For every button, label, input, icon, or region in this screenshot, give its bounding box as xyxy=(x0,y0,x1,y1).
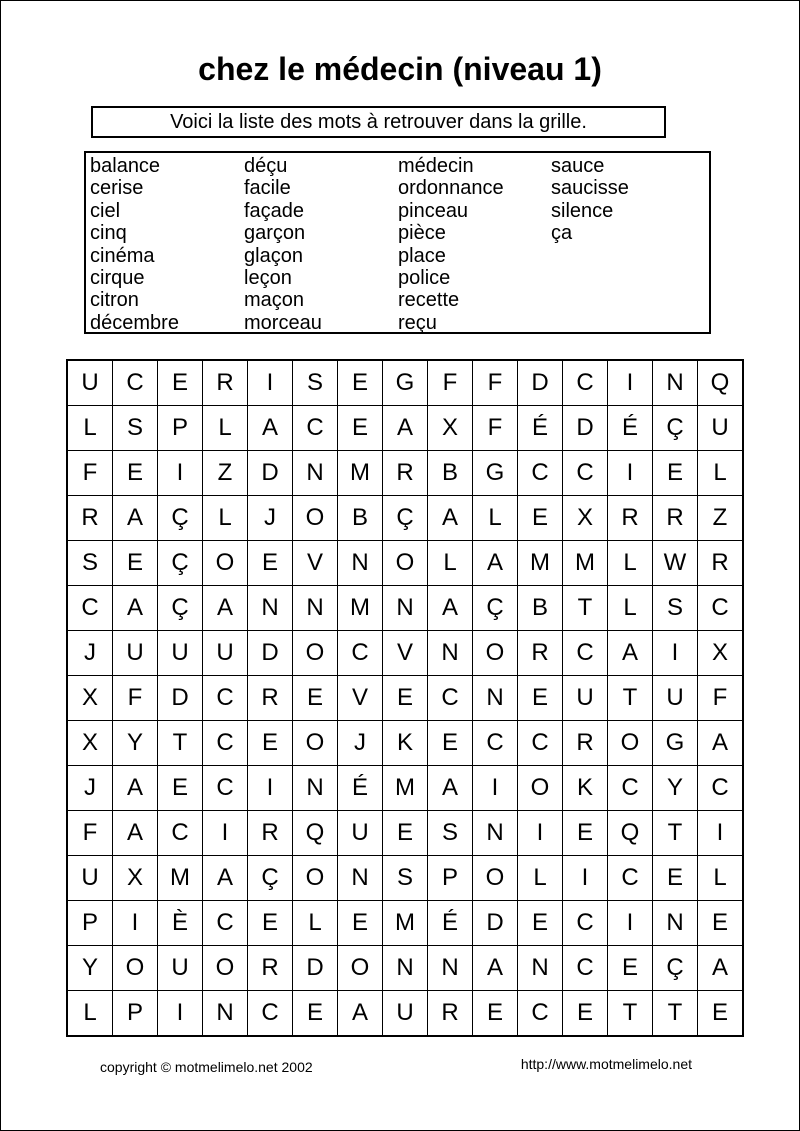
grid-cell: S xyxy=(428,811,473,856)
grid-cell: Ç xyxy=(653,946,698,991)
grid-cell: I xyxy=(563,856,608,901)
grid-cell: R xyxy=(67,496,113,541)
grid-row xyxy=(67,946,743,991)
grid-cell: C xyxy=(563,631,608,676)
grid-cell: Ç xyxy=(158,586,203,631)
grid-cell: Ç xyxy=(653,406,698,451)
grid-cell: I xyxy=(248,766,293,811)
grid-cell: R xyxy=(248,811,293,856)
grid-cell: A xyxy=(203,586,248,631)
grid-cell: A xyxy=(113,586,158,631)
grid-cell: L xyxy=(608,541,653,586)
grid-cell: A xyxy=(383,406,428,451)
grid-cell: E xyxy=(248,541,293,586)
grid-cell: A xyxy=(473,541,518,586)
grid-cell: F xyxy=(113,676,158,721)
grid-cell: Y xyxy=(67,946,113,991)
grid-cell: V xyxy=(383,631,428,676)
grid-cell: N xyxy=(293,586,338,631)
grid-cell: O xyxy=(338,946,383,991)
grid-cell: S xyxy=(653,586,698,631)
grid-cell: I xyxy=(113,901,158,946)
grid-cell: X xyxy=(67,676,113,721)
grid-cell: A xyxy=(113,766,158,811)
grid-cell: L xyxy=(428,541,473,586)
grid-cell: V xyxy=(293,541,338,586)
grid-cell: X xyxy=(113,856,158,901)
grid-cell: N xyxy=(248,586,293,631)
grid-cell: R xyxy=(428,991,473,1037)
grid-row xyxy=(67,586,743,631)
word-list-column xyxy=(90,155,179,334)
grid-cell: T xyxy=(653,811,698,856)
word-item: sauce xyxy=(551,155,605,177)
grid-row xyxy=(67,541,743,586)
word-item: police xyxy=(398,266,451,289)
word-item: facile xyxy=(244,177,291,200)
grid-cell: M xyxy=(563,541,608,586)
grid-row xyxy=(67,676,743,721)
grid-cell: O xyxy=(518,766,563,811)
grid-cell: N xyxy=(518,946,563,991)
grid-cell: F xyxy=(67,451,113,496)
grid-cell: I xyxy=(158,451,203,496)
grid-cell: E xyxy=(113,451,158,496)
word-item: cinéma xyxy=(90,244,155,267)
grid-cell: L xyxy=(698,856,744,901)
grid-cell: J xyxy=(248,496,293,541)
grid-cell: A xyxy=(473,946,518,991)
grid-cell: C xyxy=(698,766,744,811)
word-item: glaçon xyxy=(244,244,303,267)
grid-row xyxy=(67,901,743,946)
grid-cell: C xyxy=(563,451,608,496)
grid-cell: M xyxy=(518,541,563,586)
grid-cell: E xyxy=(518,901,563,946)
grid-cell: R xyxy=(248,676,293,721)
grid-cell: É xyxy=(608,406,653,451)
grid-cell: I xyxy=(653,631,698,676)
grid-cell: O xyxy=(473,856,518,901)
word-list-box xyxy=(84,151,711,334)
grid-cell: L xyxy=(473,496,518,541)
word-item: façade xyxy=(244,199,305,222)
grid-cell: C xyxy=(203,721,248,766)
grid-cell: É xyxy=(428,901,473,946)
grid-cell: Ç xyxy=(158,496,203,541)
word-item: ordonnance xyxy=(398,177,504,200)
grid-cell: R xyxy=(563,721,608,766)
grid-cell: P xyxy=(428,856,473,901)
word-item: ciel xyxy=(90,199,121,222)
word-list-column xyxy=(398,155,504,334)
word-item: citron xyxy=(90,289,139,312)
grid-row xyxy=(67,991,743,1037)
word-item: silence xyxy=(551,199,614,222)
grid-cell: P xyxy=(158,406,203,451)
grid-cell: O xyxy=(473,631,518,676)
grid-cell: N xyxy=(293,451,338,496)
grid-cell: E xyxy=(698,901,744,946)
grid-cell: G xyxy=(473,451,518,496)
grid-cell: E xyxy=(158,766,203,811)
grid-cell: E xyxy=(563,991,608,1037)
grid-cell: E xyxy=(698,991,744,1037)
grid-cell: X xyxy=(563,496,608,541)
grid-cell: A xyxy=(338,991,383,1037)
word-item: décembre xyxy=(90,311,179,334)
grid-cell: I xyxy=(608,451,653,496)
grid-cell: E xyxy=(158,360,203,406)
grid-cell: V xyxy=(338,676,383,721)
grid-cell: J xyxy=(67,766,113,811)
grid-row xyxy=(67,766,743,811)
grid-cell: E xyxy=(338,406,383,451)
grid-cell: S xyxy=(113,406,158,451)
grid-cell: L xyxy=(203,496,248,541)
grid-cell: C xyxy=(518,451,563,496)
grid-cell: B xyxy=(338,496,383,541)
grid-cell: C xyxy=(203,901,248,946)
grid-cell: F xyxy=(473,360,518,406)
grid-cell: U xyxy=(563,676,608,721)
grid-cell: L xyxy=(293,901,338,946)
page-title: chez le médecin (niveau 1) xyxy=(198,51,602,87)
grid-cell: É xyxy=(518,406,563,451)
grid-cell: K xyxy=(563,766,608,811)
grid-cell: E xyxy=(518,496,563,541)
grid-cell: N xyxy=(338,541,383,586)
grid-cell: P xyxy=(113,991,158,1037)
grid-cell: C xyxy=(113,360,158,406)
grid-cell: E xyxy=(383,811,428,856)
grid-cell: G xyxy=(383,360,428,406)
grid-cell: C xyxy=(248,991,293,1037)
grid-row xyxy=(67,496,743,541)
word-item: place xyxy=(398,244,446,267)
grid-cell: E xyxy=(518,676,563,721)
grid-cell: C xyxy=(293,406,338,451)
website-url: http://www.motmelimelo.net xyxy=(520,1056,692,1072)
grid-cell: L xyxy=(698,451,744,496)
grid-cell: U xyxy=(67,856,113,901)
grid-cell: N xyxy=(428,946,473,991)
grid-cell: S xyxy=(67,541,113,586)
grid-cell: C xyxy=(473,721,518,766)
grid-cell: J xyxy=(67,631,113,676)
grid-row xyxy=(67,631,743,676)
grid-cell: R xyxy=(203,360,248,406)
grid-cell: U xyxy=(383,991,428,1037)
word-item: pinceau xyxy=(398,199,469,222)
grid-cell: T xyxy=(158,721,203,766)
grid-cell: E xyxy=(113,541,158,586)
grid-cell: Ç xyxy=(158,541,203,586)
word-item: saucisse xyxy=(551,177,629,200)
grid-row xyxy=(67,451,743,496)
grid-cell: C xyxy=(608,766,653,811)
grid-cell: U xyxy=(338,811,383,856)
grid-cell: N xyxy=(473,676,518,721)
grid-cell: O xyxy=(293,856,338,901)
grid-cell: N xyxy=(428,631,473,676)
grid-cell: T xyxy=(563,586,608,631)
grid-cell: A xyxy=(698,721,744,766)
word-item: pièce xyxy=(398,222,446,245)
grid-cell: I xyxy=(608,360,653,406)
grid-cell: R xyxy=(608,496,653,541)
grid-cell: D xyxy=(248,451,293,496)
grid-cell: B xyxy=(518,586,563,631)
grid-cell: R xyxy=(383,451,428,496)
grid-row xyxy=(67,360,743,406)
grid-cell: N xyxy=(203,991,248,1037)
grid-cell: A xyxy=(608,631,653,676)
grid-cell: I xyxy=(248,360,293,406)
grid-cell: Q xyxy=(698,360,744,406)
grid-cell: Q xyxy=(608,811,653,856)
grid-cell: N xyxy=(338,856,383,901)
grid-cell: I xyxy=(203,811,248,856)
grid-cell: S xyxy=(293,360,338,406)
grid-cell: C xyxy=(608,856,653,901)
word-item: ça xyxy=(551,222,573,245)
grid-cell: Z xyxy=(203,451,248,496)
grid-cell: È xyxy=(158,901,203,946)
grid-cell: E xyxy=(293,991,338,1037)
grid-cell: E xyxy=(563,811,608,856)
grid-cell: F xyxy=(67,811,113,856)
grid-cell: L xyxy=(67,991,113,1037)
grid-cell: O xyxy=(608,721,653,766)
grid-cell: F xyxy=(698,676,744,721)
grid-cell: Ç xyxy=(473,586,518,631)
grid-cell: C xyxy=(563,946,608,991)
grid-cell: D xyxy=(293,946,338,991)
grid-cell: E xyxy=(293,676,338,721)
word-list-column xyxy=(551,155,629,245)
grid-cell: O xyxy=(203,946,248,991)
copyright-text: copyright © motmelimelo.net 2002 xyxy=(100,1059,313,1075)
grid-cell: C xyxy=(563,901,608,946)
grid-cell: A xyxy=(428,496,473,541)
grid-cell: I xyxy=(698,811,744,856)
grid-cell: X xyxy=(67,721,113,766)
grid-cell: F xyxy=(428,360,473,406)
grid-cell: L xyxy=(67,406,113,451)
grid-cell: M xyxy=(383,766,428,811)
grid-cell: L xyxy=(608,586,653,631)
word-item: recette xyxy=(398,289,460,312)
grid-cell: U xyxy=(203,631,248,676)
grid-row xyxy=(67,811,743,856)
grid-cell: E xyxy=(248,721,293,766)
grid-cell: A xyxy=(428,586,473,631)
word-item: déçu xyxy=(244,155,288,177)
grid-cell: Y xyxy=(653,766,698,811)
grid-cell: O xyxy=(113,946,158,991)
grid-cell: B xyxy=(428,451,473,496)
word-item: cirque xyxy=(90,266,145,289)
grid-cell: E xyxy=(653,451,698,496)
grid-cell: Q xyxy=(293,811,338,856)
grid-cell: C xyxy=(338,631,383,676)
grid-cell: A xyxy=(428,766,473,811)
grid-cell: R xyxy=(698,541,744,586)
grid-cell: Ç xyxy=(383,496,428,541)
grid-cell: N xyxy=(653,360,698,406)
grid-cell: A xyxy=(248,406,293,451)
grid-cell: D xyxy=(248,631,293,676)
grid-cell: S xyxy=(383,856,428,901)
grid-cell: C xyxy=(518,991,563,1037)
grid-cell: M xyxy=(338,451,383,496)
grid-cell: A xyxy=(113,811,158,856)
grid-cell: E xyxy=(338,360,383,406)
grid-cell: E xyxy=(653,856,698,901)
grid-cell: N xyxy=(653,901,698,946)
grid-cell: L xyxy=(518,856,563,901)
grid-cell: N xyxy=(293,766,338,811)
grid-cell: X xyxy=(428,406,473,451)
grid-cell: K xyxy=(383,721,428,766)
grid-cell: X xyxy=(698,631,744,676)
word-item: balance xyxy=(90,155,161,177)
grid-cell: E xyxy=(338,901,383,946)
grid-cell: A xyxy=(113,496,158,541)
letter-grid xyxy=(66,359,744,1037)
grid-cell: L xyxy=(203,406,248,451)
grid-cell: C xyxy=(563,360,608,406)
grid-cell: C xyxy=(518,721,563,766)
grid-cell: O xyxy=(293,721,338,766)
grid-cell: C xyxy=(67,586,113,631)
grid-cell: M xyxy=(338,586,383,631)
grid-row xyxy=(67,406,743,451)
grid-row xyxy=(67,856,743,901)
grid-cell: I xyxy=(473,766,518,811)
grid-cell: C xyxy=(428,676,473,721)
word-item: cinq xyxy=(90,222,127,245)
grid-cell: N xyxy=(473,811,518,856)
grid-cell: P xyxy=(67,901,113,946)
grid-cell: I xyxy=(608,901,653,946)
grid-cell: I xyxy=(518,811,563,856)
grid-cell: C xyxy=(203,676,248,721)
word-item: reçu xyxy=(398,311,437,334)
grid-cell: E xyxy=(428,721,473,766)
grid-cell: G xyxy=(653,721,698,766)
grid-cell: É xyxy=(338,766,383,811)
grid-cell: U xyxy=(653,676,698,721)
grid-cell: E xyxy=(248,901,293,946)
word-item: médecin xyxy=(398,155,474,177)
grid-cell: E xyxy=(383,676,428,721)
grid-cell: N xyxy=(383,586,428,631)
grid-cell: F xyxy=(473,406,518,451)
word-item: garçon xyxy=(244,222,306,245)
grid-cell: C xyxy=(158,811,203,856)
grid-cell: A xyxy=(698,946,744,991)
grid-cell: W xyxy=(653,541,698,586)
grid-cell: U xyxy=(698,406,744,451)
word-item: cerise xyxy=(90,177,144,200)
grid-cell: I xyxy=(158,991,203,1037)
grid-cell: N xyxy=(383,946,428,991)
grid-cell: U xyxy=(67,360,113,406)
grid-cell: M xyxy=(158,856,203,901)
instruction-box xyxy=(91,106,666,138)
grid-cell: Y xyxy=(113,721,158,766)
grid-cell: D xyxy=(158,676,203,721)
word-list-column xyxy=(244,155,322,334)
grid-cell: R xyxy=(653,496,698,541)
grid-cell: Z xyxy=(698,496,744,541)
grid-cell: U xyxy=(113,631,158,676)
grid-cell: C xyxy=(698,586,744,631)
grid-cell: D xyxy=(473,901,518,946)
word-item: maçon xyxy=(244,289,305,312)
grid-cell: D xyxy=(518,360,563,406)
grid-cell: U xyxy=(158,631,203,676)
grid-cell: E xyxy=(608,946,653,991)
grid-cell: R xyxy=(518,631,563,676)
grid-cell: D xyxy=(563,406,608,451)
grid-row xyxy=(67,721,743,766)
grid-cell: O xyxy=(203,541,248,586)
grid-cell: O xyxy=(383,541,428,586)
grid-cell: M xyxy=(383,901,428,946)
grid-cell: C xyxy=(203,766,248,811)
grid-cell: E xyxy=(473,991,518,1037)
grid-cell: A xyxy=(203,856,248,901)
grid-cell: U xyxy=(158,946,203,991)
word-item: morceau xyxy=(244,311,322,334)
word-item: leçon xyxy=(244,266,292,289)
grid-cell: Ç xyxy=(248,856,293,901)
grid-cell: T xyxy=(653,991,698,1037)
grid-cell: O xyxy=(293,631,338,676)
grid-cell: R xyxy=(248,946,293,991)
instruction-text: Voici la liste des mots à retrouver dans la grille. xyxy=(170,111,587,133)
grid-cell: O xyxy=(293,496,338,541)
grid-cell: J xyxy=(338,721,383,766)
grid-cell: T xyxy=(608,676,653,721)
grid-cell: T xyxy=(608,991,653,1037)
